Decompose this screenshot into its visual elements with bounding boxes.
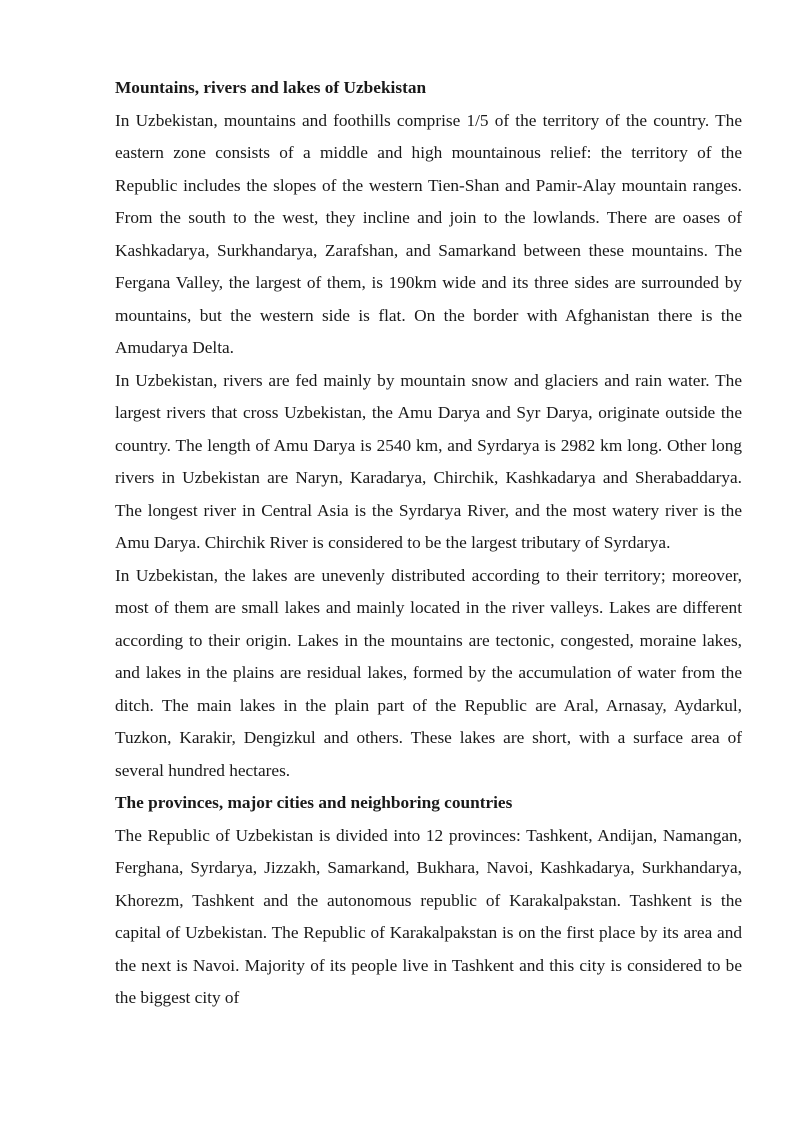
paragraph-provinces: The Republic of Uzbekistan is divided into 12 provinces: Tashkent, Andijan, Namangan, Ferghana, Syrdarya, Jizzakh, Samarkand, Bukhara, Navoi, Kashkadarya, Surkhandarya, Khorezm, Tashkent and the autonomous republic of Karakalpakstan. Tashkent is the capital of Uzbekistan. The Republic of Karakalpakstan is on the first place by its area and the next is Navoi. Majority of its people live in Tashkent and this city is considered to be the biggest city of [115, 825, 742, 1007]
section-heading-provinces-cities: The provinces, major cities and neighboring countries [115, 793, 513, 812]
document-body [115, 72, 742, 1015]
section-heading-mountains-rivers-lakes: Mountains, rivers and lakes of Uzbekistan [115, 78, 427, 97]
paragraph-mountains: In Uzbekistan, mountains and foothills comprise 1/5 of the territory of the country. The eastern zone consists of a middle and high mountainous relief: the territory of the Republic includes the slopes of the western Tien-Shan and Pamir-Alay mountain ranges. From the south to the west, they incline and join to the lowlands. There are oases of Kashkadarya, Surkhandarya, Zarafshan, and Samarkand between these mountains. The Fergana Valley, the largest of them, is 190km wide and its three sides are surrounded by mountains, but the western side is flat. On the border with Afghanistan there is the Amudarya Delta. [115, 110, 742, 357]
paragraph-rivers: In Uzbekistan, rivers are fed mainly by mountain snow and glaciers and rain water. The largest rivers that cross Uzbekistan, the Amu Darya and Syr Darya, originate outside the country. The length of Amu Darya is 2540 km, and Syrdarya is 2982 km long. Other long rivers in Uzbekistan are Naryn, Karadarya, Chirchik, Kashkadarya and Sherabaddarya. The longest river in Central Asia is the Syrdarya River, and the most watery river is the Amu Darya. Chirchik River is considered to be the largest tributary of Syrdarya. [115, 370, 742, 552]
paragraph-lakes: In Uzbekistan, the lakes are unevenly distributed according to their territory; moreover, most of them are small lakes and mainly located in the river valleys. Lakes are different according to their origin. Lakes in the mountains are tectonic, congested, moraine lakes, and lakes in the plains are residual lakes, formed by the accumulation of water from the ditch. The main lakes in the plain part of the Republic are Aral, Arnasay, Aydarkul, Tuzkon, Karakir, Dengizkul and others. These lakes are short, with a surface area of several hundred hectares. [115, 565, 742, 780]
